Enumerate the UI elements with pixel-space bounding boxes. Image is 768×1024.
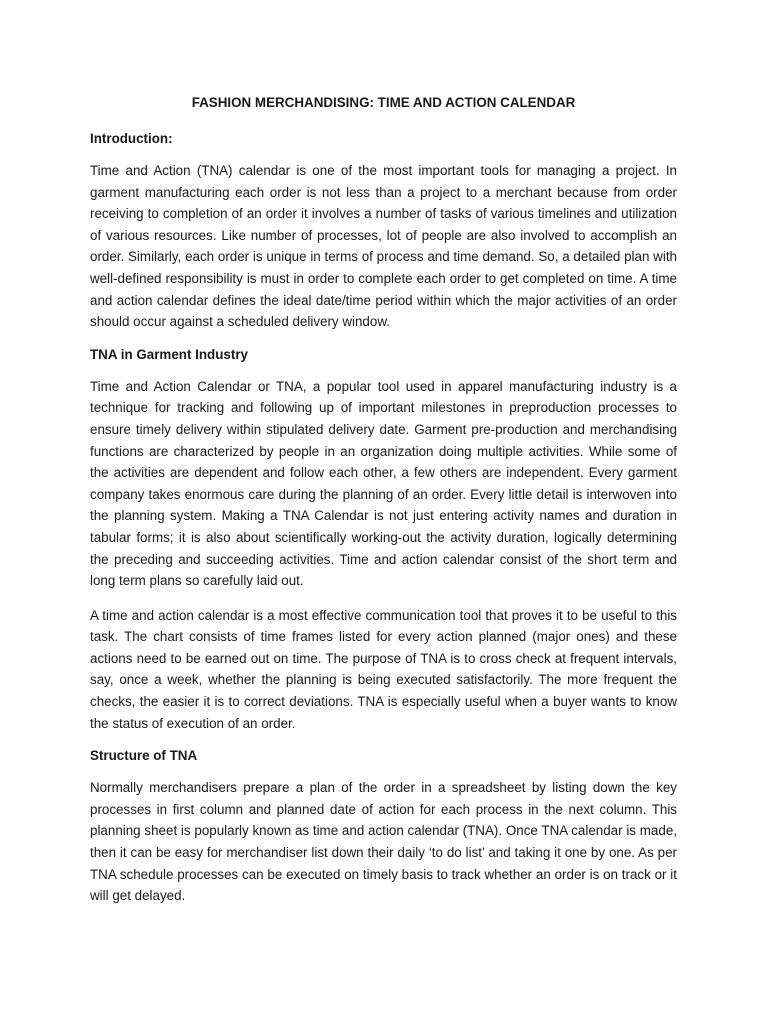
section-tna-garment-industry [90, 346, 677, 735]
document-title: FASHION MERCHANDISING: TIME AND ACTION CALENDAR [191, 95, 576, 110]
section-introduction [90, 130, 677, 333]
section-structure-of-tna [90, 747, 677, 907]
document-page [90, 94, 677, 920]
paragraph-structure-of-tna: Normally merchandisers prepare a plan of the order in a spreadsheet by listing down the key processes in first column and planned date of action for each process in the next column. This planning sheet is popularly known as time and action calendar (TNA). Once TNA calendar is made, then it can be easy for merchandiser list down their daily ‘to do list’ and taking it one by one. As per TNA schedule processes can be executed on timely basis to track whether an order is on track or it will get delayed. [90, 780, 677, 904]
section-heading-tna-garment-industry: TNA in Garment Industry [90, 346, 248, 362]
paragraph-introduction: Time and Action (TNA) calendar is one of the most important tools for managing a project. In garment manufacturing each order is not less than a project to a merchant because from order receiving to completion of an order it involves a number of tasks of various timelines and utilization of various resources. Like number of processes, lot of people are also involved to accomplish an order. Similarly, each order is unique in terms of process and time demand. So, a detailed plan with well-defined responsibility is must in order to complete each order to get completed on time. A time and action calendar defines the ideal date/time period within which the major activities of an order should occur against a scheduled delivery window. [90, 163, 677, 330]
paragraph-tna-garment-industry-2: A time and action calendar is a most effective communication tool that proves it to be useful to this task. The chart consists of time frames listed for every action planned (major ones) and these actions need to be earned out on time. The purpose of TNA is to cross check at frequent intervals, say, once a week, whether the planning is being executed satisfactorily. The more frequent the checks, the easier it is to correct deviations. TNA is especially useful when a buyer wants to know the status of execution of an order. [90, 607, 677, 731]
paragraph-tna-garment-industry-1: Time and Action Calendar or TNA, a popular tool used in apparel manufacturing industry is a technique for tracking and following up of important milestones in preproduction processes to ensure timely delivery within stipulated delivery date. Garment pre-production and merchandising functions are characterized by people in an organization doing multiple activities. While some of the activities are dependent and follow each other, a few others are independent. Every garment company takes enormous care during the planning of an order. Every little detail is interwoven into the planning system. Making a TNA Calendar is not just entering activity names and duration in tabular forms; it is also about scientifically working-out the activity duration, logically determining the preceding and succeeding activities. Time and action calendar consist of the short term and long term plans so carefully laid out. [90, 378, 677, 589]
section-heading-introduction: Introduction: [90, 131, 173, 146]
section-heading-structure-of-tna: Structure of TNA [90, 748, 198, 764]
